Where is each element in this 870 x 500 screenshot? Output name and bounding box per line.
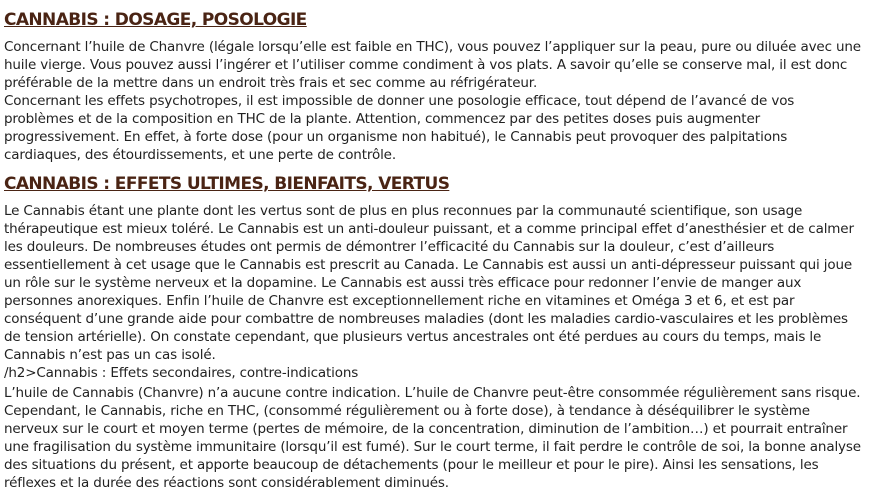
dosage-paragraph-1: Concernant l’huile de Chanvre (légale lorsqu’elle est faible en THC), vous pouvez l’appliquer sur la peau, pure ou diluée avec une huile vierge. Vous pouvez aussi l’ingérer et l’utiliser comme condiment à vos plats. A savoir qu’elle se conserve mal, il est donc préférable de la mettre dans un endroit très frais et sec comme au réfrigérateur. — [4, 39, 861, 91]
section-dosage-title: CANNABIS : DOSAGE, POSOLOGIE — [4, 10, 307, 30]
section-effects — [4, 172, 866, 492]
section-effects-title: CANNABIS : EFFETS ULTIMES, BIENFAITS, VERTUS — [4, 174, 450, 194]
dosage-paragraph-2: Concernant les effets psychotropes, il est impossible de donner une posologie efficace, tout dépend de l’avancé de vos problèmes et de la composition en THC de la plante. Attention, commencez par des petites doses puis augmenter progressivement. En effet, à forte dose (pour un organisme non habitué), le Cannabis peut provoquer des palpitations cardiaques, des étourdissements, et une perte de contrôle. — [4, 93, 795, 163]
effects-paragraph: Le Cannabis étant une plante dont les vertus sont de plus en plus reconnues par la communauté scientifique, son usage thérapeutique est mieux toléré. Le Cannabis est un anti-douleur puissant, et a comme principal effet d’anesthésier et de calmer les douleurs. De nombreuses études ont permis de démontrer l’efficacité du Cannabis sur la douleur, c’est d’ailleurs essentiellement à cet usage que le Cannabis est prescrit au Canada. Le Cannabis est aussi un anti-dépresseur puissant qui joue un rôle sur le système nerveux et la dopamine. Le Cannabis est aussi très efficace pour redonner l’envie de manger aux personnes anorexiques. Enfin l’huile de Chanvre est exceptionnellement riche en vitamines et Oméga 3 et 6, et est par conséquent d’une grande aide pour combattre de nombreuses maladies (dont les maladies cardio-vasculaires et les problèmes de tension artérielle). On constate cependant, que plusieurs vertus ancestrales ont été perdues au cours du temps, mais le Cannabis n’est pas un cas isolé. — [4, 203, 854, 363]
side-effects-paragraph: L’huile de Cannabis (Chanvre) n’a aucune contre indication. L’huile de Chanvre peut-être consommée régulièrement sans risque. Cependant, le Cannabis, riche en THC, (consommé régulièrement ou à forte dose), à tendance à déséquilibrer le système nerveux sur le court et moyen terme (pertes de mémoire, de la concentration, diminution de l’ambition…) et pourrait entraîner une fragilisation du système immunitaire (lorsqu’il est fumé). Sur le court terme, il fait perdre le contrôle de soi, la bonne analyse des situations du présent, et apporte beaucoup de détachements (pour le meilleur et pour le pire). Ainsi les sensations, les réflexes et la durée des réactions sont considérablement diminués. — [4, 385, 861, 491]
raw-heading-text: /h2>Cannabis : Effets secondaires, contre-indications — [4, 365, 359, 381]
section-dosage — [4, 8, 866, 164]
